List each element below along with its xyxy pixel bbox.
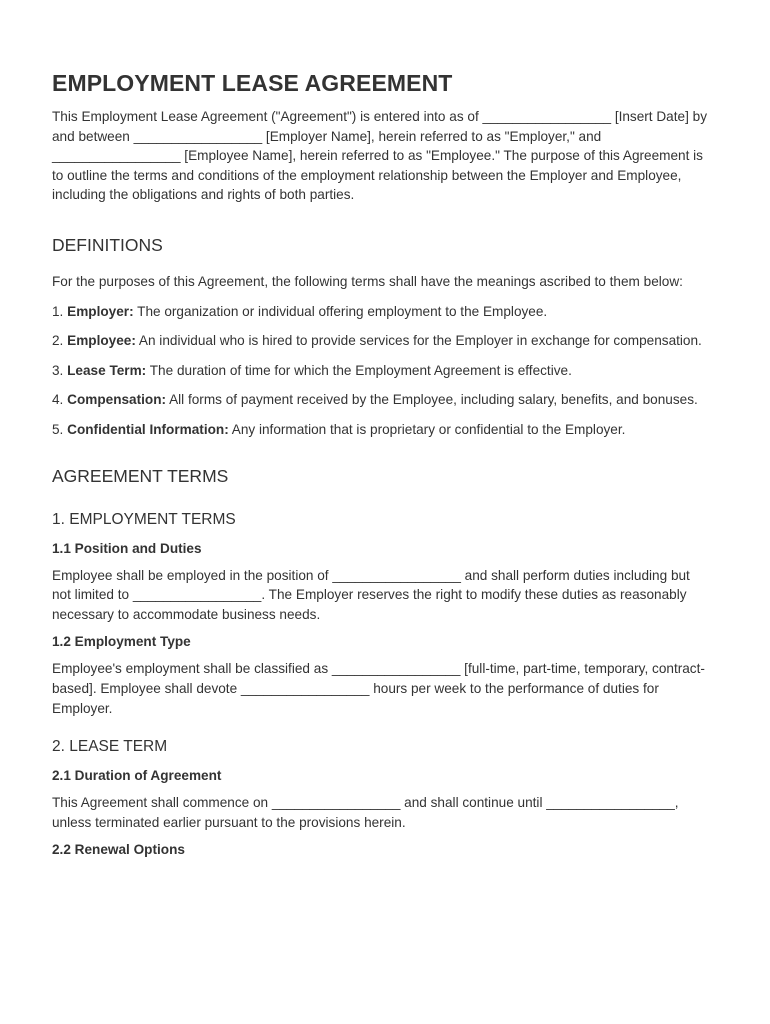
- definition-term: Confidential Information:: [67, 421, 229, 437]
- definition-term: Compensation:: [67, 392, 167, 408]
- definition-text: An individual who is hired to provide services for the Employer in exchange for compensation.: [135, 333, 702, 349]
- definition-text: All forms of payment received by the Employee, including salary, benefits, and bonuses.: [166, 392, 698, 408]
- document-title: EMPLOYMENT LEASE AGREEMENT: [52, 70, 453, 96]
- subsection-position-duties-heading: 1.1 Position and Duties: [52, 540, 202, 556]
- definitions-intro: For the purposes of this Agreement, the following terms shall have the meanings ascribed to them below:: [52, 273, 683, 289]
- definition-number: 4.: [52, 392, 68, 408]
- definitions-heading: DEFINITIONS: [52, 234, 163, 255]
- definition-item-compensation: [52, 390, 710, 410]
- agreement-terms-heading: AGREEMENT TERMS: [52, 465, 229, 486]
- definition-number: 1.: [52, 303, 68, 319]
- definition-number: 5.: [52, 421, 68, 437]
- definition-number: 2.: [52, 333, 68, 349]
- intro-paragraph: This Employment Lease Agreement ("Agreement") is entered into as of _________________ [Insert Date] by and between _________________ [Employer Name], herein referred to as "Employer," and _________________ [Employee Name], herein referred to as "Employee." The purpose of this Agreement is to outline the terms and conditions of the employment relationship between the Employer and Employee, including the obligations and rights of both parties.: [52, 109, 707, 203]
- subsection-renewal-options-heading: 2.2 Renewal Options: [52, 842, 185, 858]
- section-lease-term-heading: 2. LEASE TERM: [52, 738, 168, 756]
- definition-item-confidential-information: [52, 420, 710, 440]
- definition-text: Any information that is proprietary or confidential to the Employer.: [228, 421, 626, 437]
- definition-text: The organization or individual offering employment to the Employee.: [133, 303, 548, 319]
- subsection-duration-text: This Agreement shall commence on _________________ and shall continue until _________________, unless terminated earlier pursuant to the provisions herein.: [52, 795, 679, 830]
- subsection-employment-type-heading: 1.2 Employment Type: [52, 634, 191, 650]
- definition-item-employee: [52, 331, 710, 351]
- section-employment-terms-heading: 1. EMPLOYMENT TERMS: [52, 510, 236, 528]
- definition-term: Lease Term:: [67, 362, 147, 378]
- definition-item-employer: [52, 302, 710, 322]
- subsection-employment-type-text: Employee's employment shall be classified as _________________ [full-time, part-time, temporary, contract-based]. Employee shall devote _________________ hours per week to the performance of duties for Employer.: [52, 661, 705, 716]
- definition-item-lease-term: [52, 361, 710, 381]
- definition-number: 3.: [52, 362, 68, 378]
- definition-term: Employer:: [67, 303, 134, 319]
- definition-term: Employee:: [67, 333, 136, 349]
- definition-text: The duration of time for which the Employment Agreement is effective.: [146, 362, 572, 378]
- subsection-duration-heading: 2.1 Duration of Agreement: [52, 768, 222, 784]
- subsection-position-duties-text: Employee shall be employed in the position of _________________ and shall perform duties including but not limited to _________________. The Employer reserves the right to modify these duties as reasonably necessary to accommodate business needs.: [52, 567, 690, 622]
